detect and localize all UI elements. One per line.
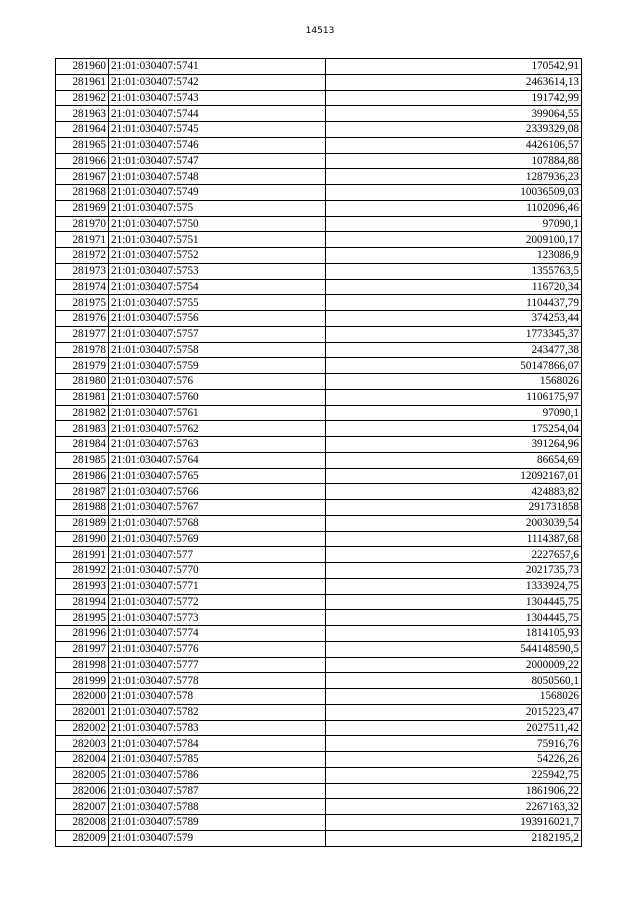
cadastral-number-cell: 21:01:030407:5784 xyxy=(109,736,326,752)
cadastral-number-cell: 21:01:030407:5745 xyxy=(109,122,326,138)
cadastral-value-cell: 75916,76 xyxy=(326,736,582,752)
cadastral-number-cell: 21:01:030407:5741 xyxy=(109,59,326,75)
cadastral-number-cell: 21:01:030407:5776 xyxy=(109,641,326,657)
cadastral-value-cell: 86654,69 xyxy=(326,452,582,468)
row-number-cell: 281967 xyxy=(56,169,109,185)
cadastral-value-cell: 225942,75 xyxy=(326,767,582,783)
row-number-cell: 282008 xyxy=(56,815,109,831)
cadastral-number-cell: 21:01:030407:5773 xyxy=(109,610,326,626)
cadastral-value-cell: 1861906,22 xyxy=(326,783,582,799)
cadastral-value-cell: 1104437,79 xyxy=(326,295,582,311)
row-number-cell: 281974 xyxy=(56,279,109,295)
cadastral-value-cell: 391264,96 xyxy=(326,437,582,453)
table-row xyxy=(56,689,582,705)
row-number-cell: 281966 xyxy=(56,153,109,169)
cadastral-number-cell: 21:01:030407:5771 xyxy=(109,578,326,594)
table-row xyxy=(56,326,582,342)
cadastral-number-cell: 21:01:030407:5753 xyxy=(109,263,326,279)
cadastral-value-cell: 1568026 xyxy=(326,689,582,705)
cadastral-value-cell: 191742,99 xyxy=(326,90,582,106)
cadastral-value-cell: 2003039,54 xyxy=(326,515,582,531)
cadastral-number-cell: 21:01:030407:577 xyxy=(109,547,326,563)
cadastral-value-cell: 1102096,46 xyxy=(326,200,582,216)
cadastral-value-cell: 291731858 xyxy=(326,500,582,516)
table-row xyxy=(56,641,582,657)
row-number-cell: 281965 xyxy=(56,137,109,153)
cadastral-value-cell: 8050560,1 xyxy=(326,673,582,689)
cadastral-number-cell: 21:01:030407:5764 xyxy=(109,452,326,468)
row-number-cell: 281998 xyxy=(56,657,109,673)
table-row xyxy=(56,468,582,484)
cadastral-number-cell: 21:01:030407:5765 xyxy=(109,468,326,484)
row-number-cell: 281979 xyxy=(56,358,109,374)
row-number-cell: 281990 xyxy=(56,531,109,547)
cadastral-number-cell: 21:01:030407:5769 xyxy=(109,531,326,547)
cadastral-value-cell: 1287936,23 xyxy=(326,169,582,185)
table-row xyxy=(56,74,582,90)
row-number-cell: 282000 xyxy=(56,689,109,705)
cadastral-value-cell: 2015223,47 xyxy=(326,704,582,720)
row-number-cell: 281986 xyxy=(56,468,109,484)
row-number-cell: 281984 xyxy=(56,437,109,453)
table-row xyxy=(56,374,582,390)
table-row xyxy=(56,232,582,248)
row-number-cell: 281971 xyxy=(56,232,109,248)
cadastral-number-cell: 21:01:030407:5749 xyxy=(109,185,326,201)
cadastral-number-cell: 21:01:030407:575 xyxy=(109,200,326,216)
cadastral-number-cell: 21:01:030407:5786 xyxy=(109,767,326,783)
table-row xyxy=(56,752,582,768)
cadastral-value-table xyxy=(55,58,582,847)
row-number-cell: 281962 xyxy=(56,90,109,106)
cadastral-number-cell: 21:01:030407:5789 xyxy=(109,815,326,831)
cadastral-value-cell: 1814105,93 xyxy=(326,626,582,642)
table-row xyxy=(56,90,582,106)
table-row xyxy=(56,704,582,720)
table-row xyxy=(56,279,582,295)
row-number-cell: 282001 xyxy=(56,704,109,720)
table-row xyxy=(56,626,582,642)
table-row xyxy=(56,153,582,169)
table-row xyxy=(56,500,582,516)
cadastral-number-cell: 21:01:030407:5762 xyxy=(109,421,326,437)
table-row xyxy=(56,295,582,311)
cadastral-value-cell: 399064,55 xyxy=(326,106,582,122)
table-row xyxy=(56,594,582,610)
row-number-cell: 282009 xyxy=(56,830,109,846)
cadastral-value-cell: 1333924,75 xyxy=(326,578,582,594)
cadastral-value-cell: 4426106,57 xyxy=(326,137,582,153)
cadastral-number-cell: 21:01:030407:5763 xyxy=(109,437,326,453)
cadastral-value-cell: 2021735,73 xyxy=(326,563,582,579)
cadastral-number-cell: 21:01:030407:5746 xyxy=(109,137,326,153)
row-number-cell: 281981 xyxy=(56,389,109,405)
table-row xyxy=(56,389,582,405)
cadastral-number-cell: 21:01:030407:5754 xyxy=(109,279,326,295)
row-number-cell: 281978 xyxy=(56,342,109,358)
page-number: 14513 xyxy=(305,26,335,36)
cadastral-number-cell: 21:01:030407:5743 xyxy=(109,90,326,106)
row-number-cell: 281995 xyxy=(56,610,109,626)
table-row xyxy=(56,342,582,358)
row-number-cell: 281983 xyxy=(56,421,109,437)
cadastral-number-cell: 21:01:030407:5778 xyxy=(109,673,326,689)
row-number-cell: 281964 xyxy=(56,122,109,138)
table-row xyxy=(56,484,582,500)
cadastral-value-cell: 175254,04 xyxy=(326,421,582,437)
row-number-cell: 281996 xyxy=(56,626,109,642)
table-row xyxy=(56,563,582,579)
table-row xyxy=(56,421,582,437)
table-row xyxy=(56,720,582,736)
row-number-cell: 281960 xyxy=(56,59,109,75)
row-number-cell: 281976 xyxy=(56,311,109,327)
row-number-cell: 281997 xyxy=(56,641,109,657)
cadastral-value-cell: 97090,1 xyxy=(326,216,582,232)
row-number-cell: 281975 xyxy=(56,295,109,311)
cadastral-value-cell: 2009100,17 xyxy=(326,232,582,248)
table-row xyxy=(56,248,582,264)
row-number-cell: 281980 xyxy=(56,374,109,390)
cadastral-value-cell: 1355763,5 xyxy=(326,263,582,279)
row-number-cell: 281972 xyxy=(56,248,109,264)
table-row xyxy=(56,358,582,374)
table-row xyxy=(56,263,582,279)
row-number-cell: 282003 xyxy=(56,736,109,752)
table-row xyxy=(56,830,582,846)
table-row xyxy=(56,437,582,453)
cadastral-value-cell: 1773345,37 xyxy=(326,326,582,342)
table-row xyxy=(56,59,582,75)
cadastral-number-cell: 21:01:030407:5742 xyxy=(109,74,326,90)
cadastral-value-cell: 1106175,97 xyxy=(326,389,582,405)
cadastral-value-cell: 107884,88 xyxy=(326,153,582,169)
cadastral-number-cell: 21:01:030407:5768 xyxy=(109,515,326,531)
cadastral-value-cell: 12092167,01 xyxy=(326,468,582,484)
cadastral-value-cell: 54226,26 xyxy=(326,752,582,768)
cadastral-value-cell: 50147866,07 xyxy=(326,358,582,374)
row-number-cell: 282006 xyxy=(56,783,109,799)
table-row xyxy=(56,515,582,531)
row-number-cell: 281994 xyxy=(56,594,109,610)
row-number-cell: 281982 xyxy=(56,405,109,421)
cadastral-value-cell: 193916021,7 xyxy=(326,815,582,831)
cadastral-number-cell: 21:01:030407:5788 xyxy=(109,799,326,815)
row-number-cell: 281969 xyxy=(56,200,109,216)
table-row xyxy=(56,200,582,216)
cadastral-number-cell: 21:01:030407:5760 xyxy=(109,389,326,405)
row-number-cell: 281973 xyxy=(56,263,109,279)
row-number-cell: 281993 xyxy=(56,578,109,594)
table-row xyxy=(56,547,582,563)
table-row xyxy=(56,783,582,799)
cadastral-number-cell: 21:01:030407:5772 xyxy=(109,594,326,610)
cadastral-value-cell: 243477,38 xyxy=(326,342,582,358)
cadastral-number-cell: 21:01:030407:5752 xyxy=(109,248,326,264)
table-row xyxy=(56,216,582,232)
table-row xyxy=(56,185,582,201)
cadastral-number-cell: 21:01:030407:5777 xyxy=(109,657,326,673)
cadastral-number-cell: 21:01:030407:5757 xyxy=(109,326,326,342)
cadastral-number-cell: 21:01:030407:5758 xyxy=(109,342,326,358)
cadastral-value-cell: 424883,82 xyxy=(326,484,582,500)
cadastral-value-cell: 2339329,08 xyxy=(326,122,582,138)
table-row xyxy=(56,767,582,783)
table-row xyxy=(56,736,582,752)
table-row xyxy=(56,673,582,689)
cadastral-number-cell: 21:01:030407:5770 xyxy=(109,563,326,579)
table-body xyxy=(56,59,582,847)
table-row xyxy=(56,106,582,122)
cadastral-value-cell: 2027511,42 xyxy=(326,720,582,736)
cadastral-number-cell: 21:01:030407:5785 xyxy=(109,752,326,768)
table-row xyxy=(56,169,582,185)
table-row xyxy=(56,610,582,626)
row-number-cell: 281991 xyxy=(56,547,109,563)
cadastral-number-cell: 21:01:030407:5759 xyxy=(109,358,326,374)
table-row xyxy=(56,122,582,138)
cadastral-number-cell: 21:01:030407:5750 xyxy=(109,216,326,232)
row-number-cell: 281992 xyxy=(56,563,109,579)
cadastral-number-cell: 21:01:030407:5783 xyxy=(109,720,326,736)
cadastral-number-cell: 21:01:030407:5755 xyxy=(109,295,326,311)
cadastral-number-cell: 21:01:030407:5767 xyxy=(109,500,326,516)
cadastral-number-cell: 21:01:030407:5751 xyxy=(109,232,326,248)
cadastral-value-cell: 97090,1 xyxy=(326,405,582,421)
cadastral-value-cell: 2267163,32 xyxy=(326,799,582,815)
cadastral-number-cell: 21:01:030407:5782 xyxy=(109,704,326,720)
row-number-cell: 281988 xyxy=(56,500,109,516)
cadastral-number-cell: 21:01:030407:5747 xyxy=(109,153,326,169)
table-row xyxy=(56,405,582,421)
cadastral-value-cell: 1114387,68 xyxy=(326,531,582,547)
table-row xyxy=(56,815,582,831)
row-number-cell: 281989 xyxy=(56,515,109,531)
table-row xyxy=(56,799,582,815)
cadastral-value-cell: 2463614,13 xyxy=(326,74,582,90)
row-number-cell: 282002 xyxy=(56,720,109,736)
cadastral-value-cell: 2182195,2 xyxy=(326,830,582,846)
row-number-cell: 281987 xyxy=(56,484,109,500)
table-row xyxy=(56,452,582,468)
cadastral-number-cell: 21:01:030407:5748 xyxy=(109,169,326,185)
cadastral-number-cell: 21:01:030407:5774 xyxy=(109,626,326,642)
cadastral-number-cell: 21:01:030407:579 xyxy=(109,830,326,846)
cadastral-value-cell: 170542,91 xyxy=(326,59,582,75)
cadastral-value-cell: 374253,44 xyxy=(326,311,582,327)
row-number-cell: 281963 xyxy=(56,106,109,122)
table-row xyxy=(56,578,582,594)
cadastral-number-cell: 21:01:030407:578 xyxy=(109,689,326,705)
cadastral-number-cell: 21:01:030407:5744 xyxy=(109,106,326,122)
cadastral-value-cell: 123086,9 xyxy=(326,248,582,264)
cadastral-value-cell: 1304445,75 xyxy=(326,594,582,610)
table-row xyxy=(56,531,582,547)
cadastral-value-cell: 116720,34 xyxy=(326,279,582,295)
row-number-cell: 281977 xyxy=(56,326,109,342)
cadastral-number-cell: 21:01:030407:5787 xyxy=(109,783,326,799)
table-row xyxy=(56,657,582,673)
cadastral-value-cell: 1568026 xyxy=(326,374,582,390)
row-number-cell: 282007 xyxy=(56,799,109,815)
cadastral-value-cell: 2000009,22 xyxy=(326,657,582,673)
cadastral-value-cell: 1304445,75 xyxy=(326,610,582,626)
row-number-cell: 281999 xyxy=(56,673,109,689)
row-number-cell: 282004 xyxy=(56,752,109,768)
table-row xyxy=(56,137,582,153)
row-number-cell: 282005 xyxy=(56,767,109,783)
cadastral-value-cell: 10036509,03 xyxy=(326,185,582,201)
table-row xyxy=(56,311,582,327)
cadastral-number-cell: 21:01:030407:5766 xyxy=(109,484,326,500)
row-number-cell: 281961 xyxy=(56,74,109,90)
cadastral-number-cell: 21:01:030407:576 xyxy=(109,374,326,390)
cadastral-number-cell: 21:01:030407:5761 xyxy=(109,405,326,421)
row-number-cell: 281970 xyxy=(56,216,109,232)
row-number-cell: 281968 xyxy=(56,185,109,201)
cadastral-value-cell: 544148590,5 xyxy=(326,641,582,657)
cadastral-value-cell: 2227657,6 xyxy=(326,547,582,563)
cadastral-number-cell: 21:01:030407:5756 xyxy=(109,311,326,327)
row-number-cell: 281985 xyxy=(56,452,109,468)
